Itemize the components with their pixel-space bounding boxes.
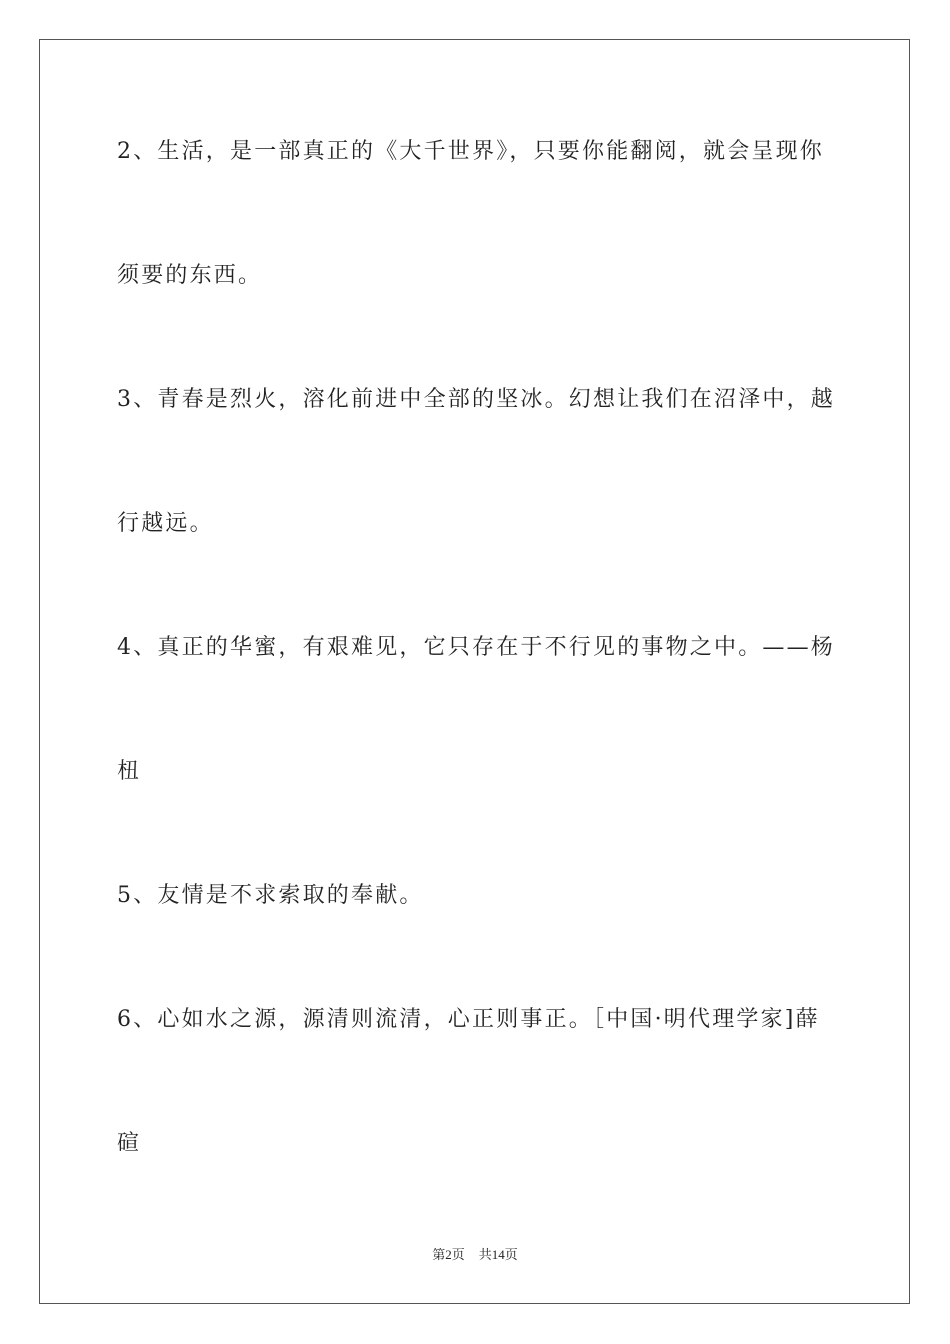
page-footer (0, 1246, 950, 1264)
quote-4-line-2: 杻 (117, 759, 142, 784)
page-number: 第2页 (432, 1247, 465, 1262)
quote-2-line-2: 须要的东西。 (117, 263, 263, 288)
quote-3-line-2: 行越远。 (117, 511, 214, 536)
quote-5-line-1: 5、友情是不求索取的奉献。 (117, 883, 424, 908)
quote-2-line-1: 2、生活，是一部真正的《大千世界》，只要你能翻阅，就会呈现你 (117, 139, 824, 164)
quote-6-line-2: 碹 (117, 1131, 142, 1156)
quote-6-line-1: 6、心如水之源，源清则流清，心正则事正。［中国·明代理学家]薛 (117, 1007, 820, 1032)
quote-4-line-1: 4、真正的华蜜，有艰难见，它只存在于不行见的事物之中。——杨 (117, 635, 835, 660)
quote-3-line-1: 3、青春是烈火，溶化前进中全部的坚冰。幻想让我们在沼泽中，越 (117, 387, 835, 412)
page-total: 共14页 (478, 1247, 518, 1262)
page-border (39, 39, 910, 1304)
